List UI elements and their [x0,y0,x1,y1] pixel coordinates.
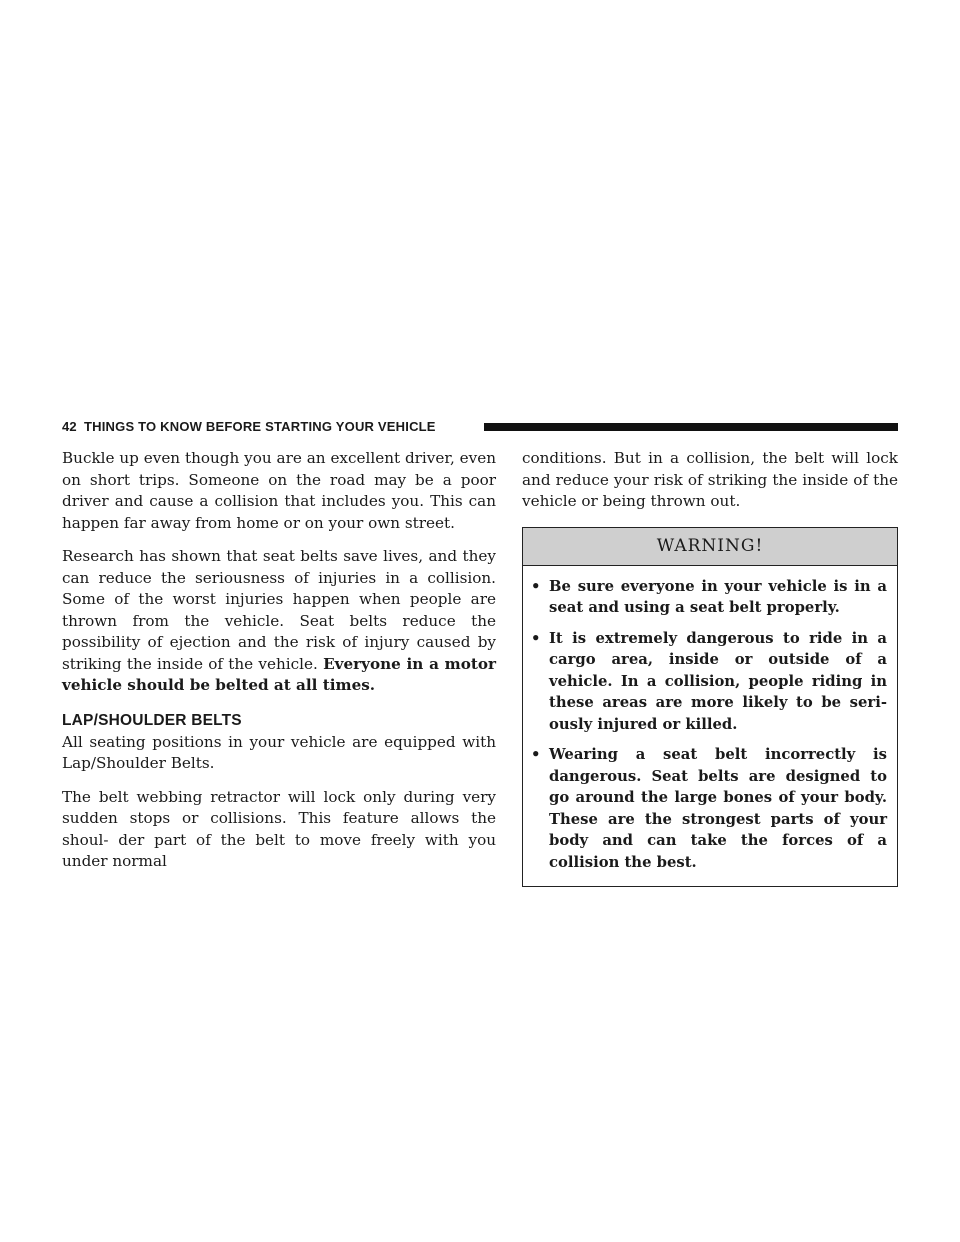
research-emphasis: Everyone in a motor vehicle should be belted at all times. [62,654,496,694]
warning-item [531,628,887,736]
bullet-icon: • [531,577,541,595]
warning-box [522,527,898,888]
warning-item-text: It is extremely dangerous to ride in a cargo area, inside or outside of a vehicle. In a collision, people riding in these areas are more likely to be seri- ously injured or killed. [549,629,887,733]
bullet-icon: • [531,746,541,763]
warning-item-text: Be sure everyone in your vehicle is in a seat and using a seat belt properly. [549,577,887,616]
section-title: THINGS TO KNOW BEFORE STARTING YOUR VEHICLE [84,419,436,434]
bullet-icon: • [531,629,541,647]
paragraph-seating-positions: All seating positions in your vehicle are equipped with Lap/Shoulder Belts. [62,732,496,772]
page-number: 42 [62,419,77,434]
paragraph-research [62,546,496,697]
paragraph-continued: conditions. But in a collision, the belt will lock and reduce your risk of striking the inside of the vehicle or being thrown out. [522,449,898,510]
warning-item-text: Wearing a seat belt incorrectly is dangerous. Seat belts are designed to go around the large bones of your body. These are the strongest parts of your body and can take the forces of a collision the best. [549,746,887,871]
header-rule-bar [484,423,898,431]
warning-title: WARNING! [523,528,897,566]
page-header [62,418,898,436]
warning-list [523,566,897,887]
subheading-lap-shoulder-belts: LAP/SHOULDER BELTS [62,711,242,729]
warning-item [531,576,887,619]
warning-item [531,744,887,873]
research-text: Research has shown that seat belts save lives, and they can reduce the seriousness of injuries in a collision. Some of the worst injuries happen when people are thrown from the vehicle. Seat belts reduce the possibility of ejection and the risk of injury caused by striking the inside of the vehicle. [62,547,496,673]
paragraph-retractor: The belt webbing retractor will lock only during very sudden stops or collisions. This feature allows the shoul- der part of the belt to move freely with you under normal [62,787,496,870]
paragraph-buckle-up: Buckle up even though you are an excellent driver, even on short trips. Someone on the road may be a poor driver and cause a collision that includes you. This can happen far away from home or on your own street. [62,449,496,532]
left-column [62,448,496,885]
right-column [522,448,898,887]
